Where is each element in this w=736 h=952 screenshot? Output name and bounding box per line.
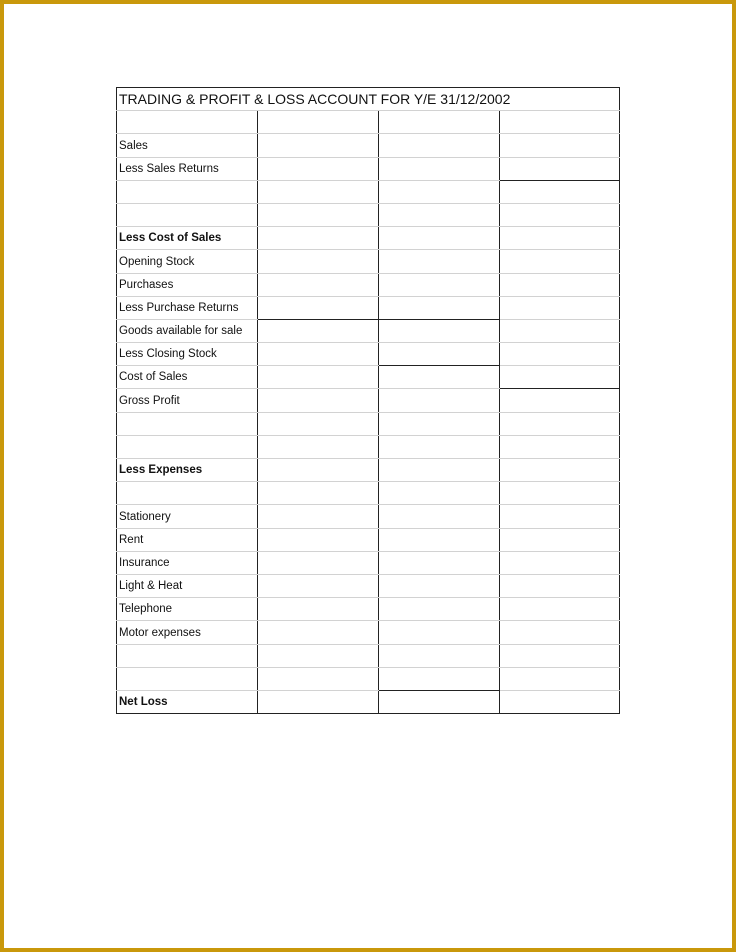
amount-cell-col2[interactable] (379, 180, 500, 203)
row-label (117, 482, 258, 505)
amount-cell-col1[interactable] (258, 598, 379, 621)
amount-cell-col3[interactable] (500, 505, 620, 528)
table-row (117, 203, 620, 226)
amount-cell-col3[interactable] (500, 111, 620, 134)
amount-cell-col3[interactable] (500, 296, 620, 319)
table-row (117, 389, 620, 412)
amount-cell-col3[interactable] (500, 319, 620, 342)
amount-cell-col1[interactable] (258, 574, 379, 597)
amount-cell-col3[interactable] (500, 157, 620, 180)
row-label: Sales (117, 134, 258, 157)
amount-cell-col1[interactable] (258, 366, 379, 389)
table-row (117, 435, 620, 458)
table-row (117, 273, 620, 296)
amount-cell-col2[interactable] (379, 690, 500, 713)
amount-cell-col3[interactable] (500, 435, 620, 458)
table-row (117, 528, 620, 551)
table-row (117, 180, 620, 203)
table-row (117, 505, 620, 528)
row-label (117, 180, 258, 203)
amount-cell-col3[interactable] (500, 621, 620, 644)
amount-cell-col1[interactable] (258, 435, 379, 458)
row-label (117, 435, 258, 458)
row-label (117, 644, 258, 667)
amount-cell-col2[interactable] (379, 551, 500, 574)
row-label: Cost of Sales (117, 366, 258, 389)
row-label: Gross Profit (117, 389, 258, 412)
amount-cell-col2[interactable] (379, 250, 500, 273)
table-row (117, 134, 620, 157)
amount-cell-col3[interactable] (500, 690, 620, 713)
amount-cell-col2[interactable] (379, 459, 500, 482)
amount-cell-col3[interactable] (500, 134, 620, 157)
amount-cell-col1[interactable] (258, 459, 379, 482)
amount-cell-col3[interactable] (500, 250, 620, 273)
row-label: Less Closing Stock (117, 343, 258, 366)
amount-cell-col2[interactable] (379, 574, 500, 597)
row-label: Goods available for sale (117, 319, 258, 342)
row-label: Rent (117, 528, 258, 551)
amount-cell-col1[interactable] (258, 180, 379, 203)
amount-cell-col1[interactable] (258, 389, 379, 412)
amount-cell-col1[interactable] (258, 528, 379, 551)
amount-cell-col1[interactable] (258, 111, 379, 134)
row-label: Motor expenses (117, 621, 258, 644)
amount-cell-col1[interactable] (258, 505, 379, 528)
amount-cell-col2[interactable] (379, 157, 500, 180)
amount-cell-col2[interactable] (379, 319, 500, 342)
amount-cell-col1[interactable] (258, 690, 379, 713)
amount-cell-col2[interactable] (379, 227, 500, 250)
amount-cell-col3[interactable] (500, 227, 620, 250)
table-row (117, 296, 620, 319)
table-row (117, 250, 620, 273)
amount-cell-col3[interactable] (500, 667, 620, 690)
table-row (117, 551, 620, 574)
row-label (117, 203, 258, 226)
amount-cell-col3[interactable] (500, 644, 620, 667)
amount-cell-col1[interactable] (258, 343, 379, 366)
amount-cell-col2[interactable] (379, 203, 500, 226)
row-label: Less Purchase Returns (117, 296, 258, 319)
row-label: Less Sales Returns (117, 157, 258, 180)
row-label: Purchases (117, 273, 258, 296)
table-row (117, 343, 620, 366)
amount-cell-col2[interactable] (379, 644, 500, 667)
trading-profit-loss-table (116, 87, 620, 714)
row-label (117, 667, 258, 690)
amount-cell-col3[interactable] (500, 389, 620, 412)
amount-cell-col2[interactable] (379, 667, 500, 690)
amount-cell-col1[interactable] (258, 644, 379, 667)
amount-cell-col2[interactable] (379, 343, 500, 366)
amount-cell-col2[interactable] (379, 621, 500, 644)
amount-cell-col2[interactable] (379, 482, 500, 505)
amount-cell-col3[interactable] (500, 273, 620, 296)
amount-cell-col1[interactable] (258, 203, 379, 226)
row-label: Stationery (117, 505, 258, 528)
amount-cell-col1[interactable] (258, 250, 379, 273)
row-label: Net Loss (117, 690, 258, 713)
table-row (117, 319, 620, 342)
table-row (117, 574, 620, 597)
amount-cell-col2[interactable] (379, 412, 500, 435)
amount-cell-col3[interactable] (500, 180, 620, 203)
table-row (117, 412, 620, 435)
table-row (117, 667, 620, 690)
row-label: Light & Heat (117, 574, 258, 597)
amount-cell-col1[interactable] (258, 482, 379, 505)
table-row (117, 157, 620, 180)
table-row (117, 227, 620, 250)
row-label: Insurance (117, 551, 258, 574)
amount-cell-col2[interactable] (379, 389, 500, 412)
row-label: Opening Stock (117, 250, 258, 273)
amount-cell-col1[interactable] (258, 319, 379, 342)
amount-cell-col1[interactable] (258, 412, 379, 435)
amount-cell-col1[interactable] (258, 273, 379, 296)
amount-cell-col1[interactable] (258, 157, 379, 180)
amount-cell-col2[interactable] (379, 435, 500, 458)
table-row (117, 459, 620, 482)
table-row (117, 598, 620, 621)
row-label: Telephone (117, 598, 258, 621)
amount-cell-col2[interactable] (379, 528, 500, 551)
amount-cell-col2[interactable] (379, 111, 500, 134)
title-row (117, 88, 620, 111)
amount-cell-col1[interactable] (258, 621, 379, 644)
row-label (117, 412, 258, 435)
amount-cell-col1[interactable] (258, 551, 379, 574)
amount-cell-col2[interactable] (379, 505, 500, 528)
amount-cell-col3[interactable] (500, 203, 620, 226)
amount-cell-col1[interactable] (258, 134, 379, 157)
amount-cell-col2[interactable] (379, 296, 500, 319)
amount-cell-col2[interactable] (379, 134, 500, 157)
row-label (117, 111, 258, 134)
amount-cell-col3[interactable] (500, 412, 620, 435)
amount-cell-col3[interactable] (500, 343, 620, 366)
amount-cell-col3[interactable] (500, 551, 620, 574)
row-label: Less Expenses (117, 459, 258, 482)
table-row (117, 621, 620, 644)
row-label: Less Cost of Sales (117, 227, 258, 250)
amount-cell-col3[interactable] (500, 459, 620, 482)
amount-cell-col2[interactable] (379, 598, 500, 621)
amount-cell-col1[interactable] (258, 296, 379, 319)
amount-cell-col1[interactable] (258, 227, 379, 250)
amount-cell-col3[interactable] (500, 598, 620, 621)
amount-cell-col3[interactable] (500, 574, 620, 597)
table-row (117, 644, 620, 667)
table-row (117, 690, 620, 713)
amount-cell-col3[interactable] (500, 366, 620, 389)
table-row (117, 366, 620, 389)
table-row (117, 482, 620, 505)
amount-cell-col1[interactable] (258, 667, 379, 690)
table-row (117, 111, 620, 134)
account-title: TRADING & PROFIT & LOSS ACCOUNT FOR Y/E 31/12/2002 (117, 88, 620, 111)
amount-cell-col2[interactable] (379, 366, 500, 389)
amount-cell-col3[interactable] (500, 482, 620, 505)
amount-cell-col2[interactable] (379, 273, 500, 296)
amount-cell-col3[interactable] (500, 528, 620, 551)
